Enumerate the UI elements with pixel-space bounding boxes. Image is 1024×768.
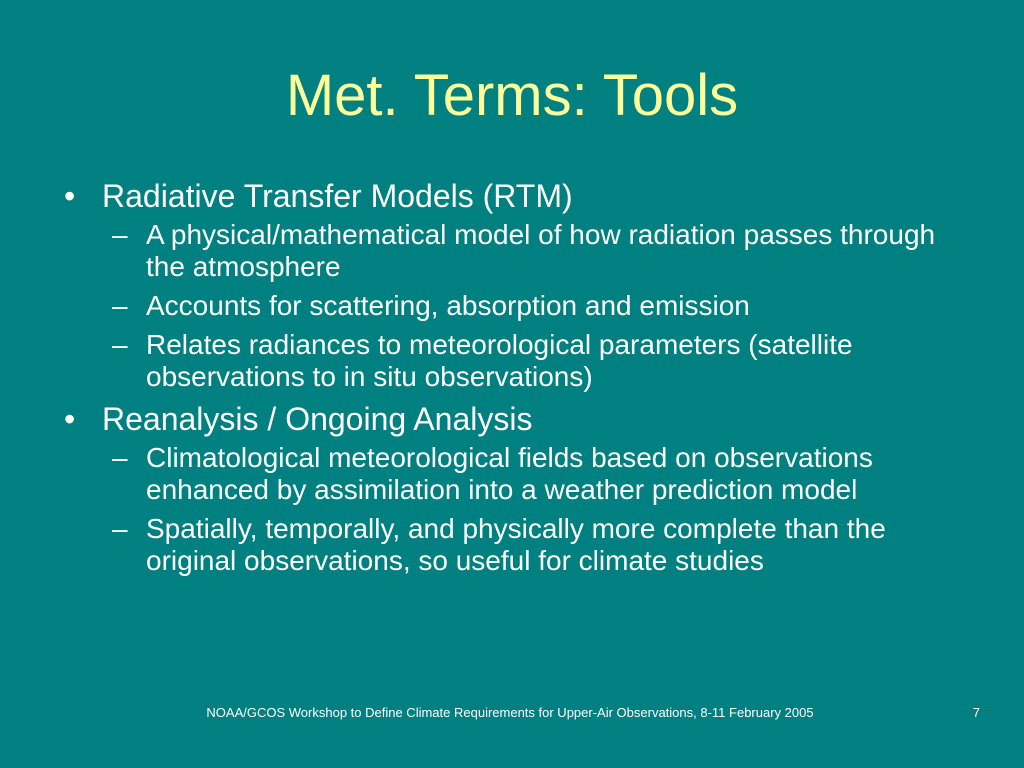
sub-text: Relates radiances to meteorological parameters (satellite observations to in situ observations): [146, 329, 853, 392]
page-number: 7: [972, 705, 980, 720]
sub-list: [64, 442, 994, 577]
dash-icon: –: [112, 442, 128, 473]
dash-icon: –: [112, 219, 128, 250]
sub-item: [64, 329, 966, 393]
slide-title: Met. Terms: Tools: [285, 63, 739, 128]
bullet-icon: •: [64, 401, 76, 437]
bullet-text: Reanalysis / Ongoing Analysis: [102, 401, 533, 437]
sub-item: [64, 513, 966, 577]
bullet-item: [64, 401, 994, 438]
dash-icon: –: [112, 329, 128, 360]
sub-text: Spatially, temporally, and physically more complete than the original observations, so useful for climate studies: [146, 513, 886, 576]
bullet-icon: •: [64, 178, 76, 214]
slide-body: [64, 178, 994, 585]
sub-text: Climatological meteorological fields based on observations enhanced by assimilation into a weather prediction model: [146, 442, 873, 505]
dash-icon: –: [112, 513, 128, 544]
slide-footer: NOAA/GCOS Workshop to Define Climate Requirements for Upper-Air Observations, 8-11 February 2005: [206, 705, 814, 720]
sub-item: [64, 290, 966, 322]
dash-icon: –: [112, 290, 128, 321]
sub-item: [64, 219, 966, 283]
sub-list: [64, 219, 994, 393]
sub-text: Accounts for scattering, absorption and emission: [146, 290, 750, 321]
bullet-text: Radiative Transfer Models (RTM): [102, 178, 573, 214]
sub-item: [64, 442, 966, 506]
sub-text: A physical/mathematical model of how radiation passes through the atmosphere: [146, 219, 936, 282]
bullet-item: [64, 178, 994, 215]
